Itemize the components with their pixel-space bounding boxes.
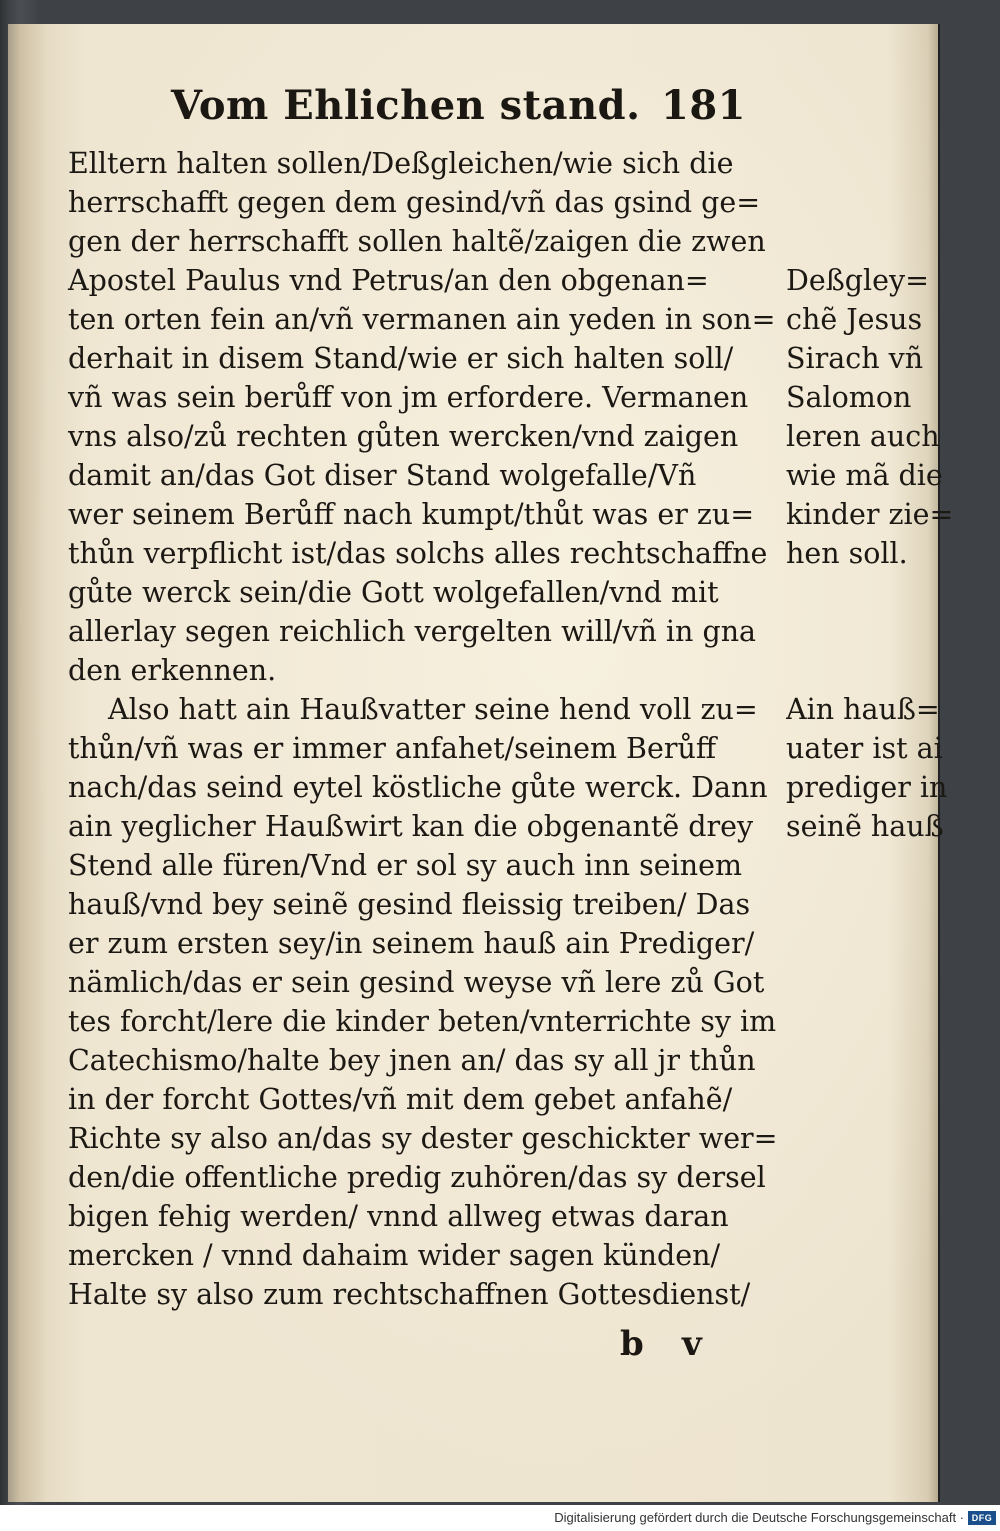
- text-line: Apostel Paulus vnd Petrus/an den obgenan=: [68, 264, 709, 297]
- digitization-credit-text: Digitalisierung gefördert durch die Deutsche Forschungsgemeinschaft ·: [554, 1510, 964, 1525]
- text-line: Halte sy also zum rechtschaffnen Gottesdienst/: [68, 1278, 751, 1311]
- margin-note-line: wie mã die: [786, 459, 943, 492]
- text-line: in der forcht Gottes/vñ mit dem gebet anfahẽ/: [68, 1083, 733, 1116]
- text-line: damit an/das Got diser Stand wolgefalle/Vñ: [68, 459, 697, 492]
- text-line: ten orten fein an/vñ vermanen ain yeden in son=: [68, 303, 776, 336]
- margin-note-hausvater: [786, 690, 966, 846]
- text-line-paragraph-start: Also hatt ain Haußvatter seine hend voll zu=: [108, 693, 758, 726]
- text-line: den erkennen.: [68, 654, 277, 687]
- margin-note-line: Salomon: [786, 381, 912, 414]
- text-line: vns also/zů rechten gůten wercken/vnd zaigen: [68, 420, 739, 453]
- margin-note-line: uater ist ai: [786, 732, 943, 765]
- text-line: gen der herrschafft sollen haltẽ/zaigen die zwen: [68, 225, 766, 258]
- text-line: tes forcht/lere die kinder beten/vnterrichte sy im: [68, 1005, 777, 1038]
- running-header: [171, 82, 746, 132]
- text-line: wer seinem Berůff nach kumpt/thůt was er zu=: [68, 498, 755, 531]
- text-line: nämlich/das er sein gesind weyse vñ lere zů Got: [68, 966, 765, 999]
- running-title: Vom Ehlichen stand.: [171, 82, 641, 129]
- text-line: bigen fehig werden/ vnnd allweg etwas daran: [68, 1200, 729, 1233]
- text-line: ain yeglicher Haußwirt kan die obgenantẽ drey: [68, 810, 754, 843]
- text-line: Stend alle füren/Vnd er sol sy auch inn seinem: [68, 849, 742, 882]
- text-line: Catechismo/halte bey jnen an/ das sy all jr thůn: [68, 1044, 756, 1077]
- margin-note-line: kinder zie=: [786, 498, 954, 531]
- text-line: herrschafft gegen dem gesind/vñ das gsind ge=: [68, 186, 761, 219]
- book-page: [8, 24, 954, 1502]
- main-text-block: [68, 144, 778, 1314]
- text-line: nach/das seind eytel köstliche gůte werck. Dann: [68, 771, 768, 804]
- text-line: derhait in disem Stand/wie er sich halten soll/: [68, 342, 734, 375]
- margin-note-line: Deßgley=: [786, 264, 929, 297]
- margin-note-line: Sirach vñ: [786, 342, 924, 375]
- digitization-credit-bar: [0, 1505, 1000, 1531]
- margin-note-sirach: [786, 261, 966, 573]
- margin-note-line: hen soll.: [786, 537, 908, 570]
- margin-note-line: chẽ Jesus: [786, 303, 923, 336]
- text-line: Elltern halten sollen/Deßgleichen/wie sich die: [68, 147, 734, 180]
- text-line: gůte werck sein/die Gott wolgefallen/vnd mit: [68, 576, 719, 609]
- text-line: hauß/vnd bey seinẽ gesind fleissig treiben/ Das: [68, 888, 751, 921]
- text-line: mercken / vnnd dahaim wider sagen künden/: [68, 1239, 721, 1272]
- text-line: thůn/vñ was er immer anfahet/seinem Berůff: [68, 732, 717, 765]
- text-line: Richte sy also an/das sy dester geschickter wer=: [68, 1122, 778, 1155]
- text-line: er zum ersten sey/in seinem hauß ain Prediger/: [68, 927, 755, 960]
- page-number: 181: [661, 82, 746, 129]
- margin-note-line: seinẽ hauß: [786, 810, 944, 843]
- text-line: allerlay segen reichlich vergelten will/vñ in gna: [68, 615, 757, 648]
- margin-note-line: prediger in: [786, 771, 948, 804]
- dfg-logo: DFG: [968, 1511, 996, 1525]
- signature-numeral: v: [682, 1324, 702, 1364]
- text-line: thůn verpflicht ist/das solchs alles rechtschaffne: [68, 537, 768, 570]
- signature-letter: b: [620, 1324, 644, 1364]
- text-line: den/die offentliche predig zuhören/das sy dersel: [68, 1161, 766, 1194]
- text-line: vñ was sein berůff von jm erfordere. Vermanen: [68, 381, 749, 414]
- margin-note-line: leren auch: [786, 420, 940, 453]
- margin-note-line: Ain hauß=: [786, 693, 940, 726]
